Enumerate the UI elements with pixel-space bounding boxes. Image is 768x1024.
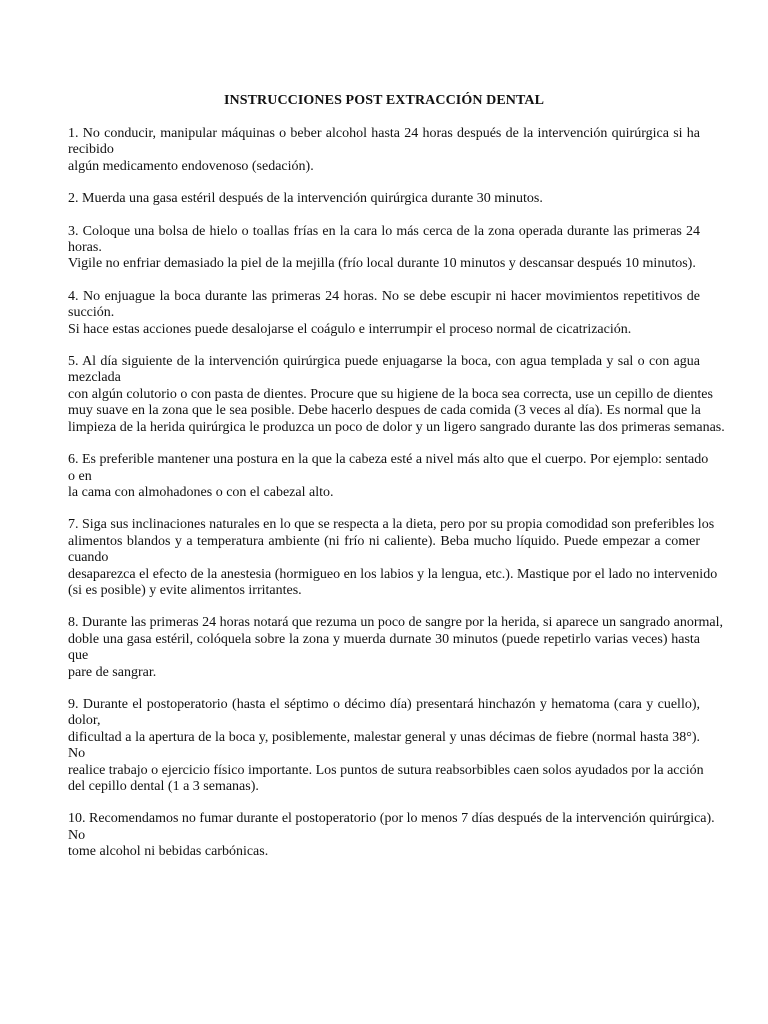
instruction-line: 4. No enjuague la boca durante las primeras 24 horas. No se debe escupir ni hacer movimientos repetitivos de	[68, 288, 700, 304]
instruction-item-8	[68, 615, 724, 681]
instructions-list	[68, 126, 725, 877]
instruction-line: 10. Recomendamos no fumar durante el postoperatorio (por lo menos 7 días después de la intervención quirúrgica).	[68, 811, 715, 827]
instruction-line: 2. Muerda una gasa estéril después de la intervención quirúrgica durante 30 minutos.	[68, 191, 543, 207]
instruction-line: succión.	[68, 305, 115, 321]
instruction-line: 5. Al día siguiente de la intervención quirúrgica puede enjuagarse la boca, con agua templada y sal o con agua	[68, 354, 700, 370]
instruction-line: horas.	[68, 240, 102, 256]
instruction-line: 7. Siga sus inclinaciones naturales en lo que se respecta a la dieta, pero por su propia comodidad son preferibles los	[68, 517, 715, 533]
instruction-line: alimentos blandos y a temperatura ambiente (ni frío ni caliente). Beba mucho líquido. Puede empezar a comer	[68, 533, 700, 549]
instruction-line: o en	[68, 468, 92, 484]
instruction-item-3	[68, 224, 700, 273]
instruction-line: que	[68, 648, 89, 664]
instruction-item-7	[68, 517, 718, 599]
instruction-line: desaparezca el efecto de la anestesia (hormigueo en los labios y la lengua, etc.). Mastique por el lado no intervenido	[68, 566, 718, 582]
instruction-line: realice trabajo o ejercicio físico importante. Los puntos de sutura reabsorbibles caen solos ayudados por la acción	[68, 762, 704, 778]
instruction-line: (si es posible) y evite alimentos irritantes.	[68, 582, 302, 598]
instruction-line: recibido	[68, 142, 114, 158]
instruction-line: 3. Coloque una bolsa de hielo o toallas frías en la cara lo más cerca de la zona operada durante las primeras 24	[68, 223, 700, 239]
instruction-line: pare de sangrar.	[68, 664, 157, 680]
document-title: INSTRUCCIONES POST EXTRACCIÓN DENTAL	[223, 93, 545, 108]
instruction-line: muy suave en la zona que le sea posible. Debe hacerlo despues de cada comida (3 veces al día). Es normal que la	[68, 403, 701, 419]
instruction-line: 8. Durante las primeras 24 horas notará que rezuma un poco de sangre por la herida, si aparece un sangrado anormal,	[68, 615, 724, 631]
instruction-line: tome alcohol ni bebidas carbónicas.	[68, 844, 269, 860]
instruction-line: dolor,	[68, 713, 101, 729]
instruction-item-6	[68, 452, 709, 501]
instruction-line: con algún colutorio o con pasta de dientes. Procure que su higiene de la boca sea correcta, use un cepillo de dientes	[68, 386, 713, 402]
instruction-item-1	[68, 126, 700, 175]
instruction-line: la cama con almohadones o con el cabezal alto.	[68, 484, 334, 500]
instruction-line: No	[68, 746, 86, 762]
instruction-line: 9. Durante el postoperatorio (hasta el séptimo o décimo día) presentará hinchazón y hematoma (cara y cuello),	[68, 696, 700, 712]
instruction-item-4	[68, 289, 700, 338]
instruction-item-5	[68, 354, 725, 436]
instruction-item-9	[68, 696, 704, 795]
instruction-line: del cepillo dental (1 a 3 semanas).	[68, 779, 259, 794]
instruction-item-2	[68, 191, 700, 207]
instruction-line: doble una gasa estéril, colóquela sobre la zona y muerda durnate 30 minutos (puede repetirlo varias veces) hasta	[68, 631, 700, 647]
instruction-line: dificultad a la apertura de la boca y, posiblemente, malestar general y unas décimas de fiebre (normal hasta 38°).	[68, 729, 700, 745]
instruction-line: limpieza de la herida quirúrgica le produzca un poco de dolor y un ligero sangrado durante las dos primeras semanas.	[68, 419, 725, 435]
instruction-line: Si hace estas acciones puede desalojarse el coágulo e interrumpir el proceso normal de cicatrización.	[68, 321, 632, 337]
instruction-line: mezclada	[68, 370, 121, 386]
instruction-line: algún medicamento endovenoso (sedación).	[68, 158, 314, 174]
instruction-line: Vigile no enfriar demasiado la piel de la mejilla (frío local durante 10 minutos y descansar después 10 minutos).	[68, 256, 696, 272]
instruction-line: 6. Es preferible mantener una postura en la que la cabeza esté a nivel más alto que el cuerpo. Por ejemplo: sentado	[68, 452, 709, 468]
instruction-line: No	[68, 827, 86, 843]
instruction-line: cuando	[68, 550, 109, 566]
instruction-line: 1. No conducir, manipular máquinas o beber alcohol hasta 24 horas después de la intervención quirúrgica si ha	[68, 126, 700, 141]
instruction-item-10	[68, 811, 715, 860]
